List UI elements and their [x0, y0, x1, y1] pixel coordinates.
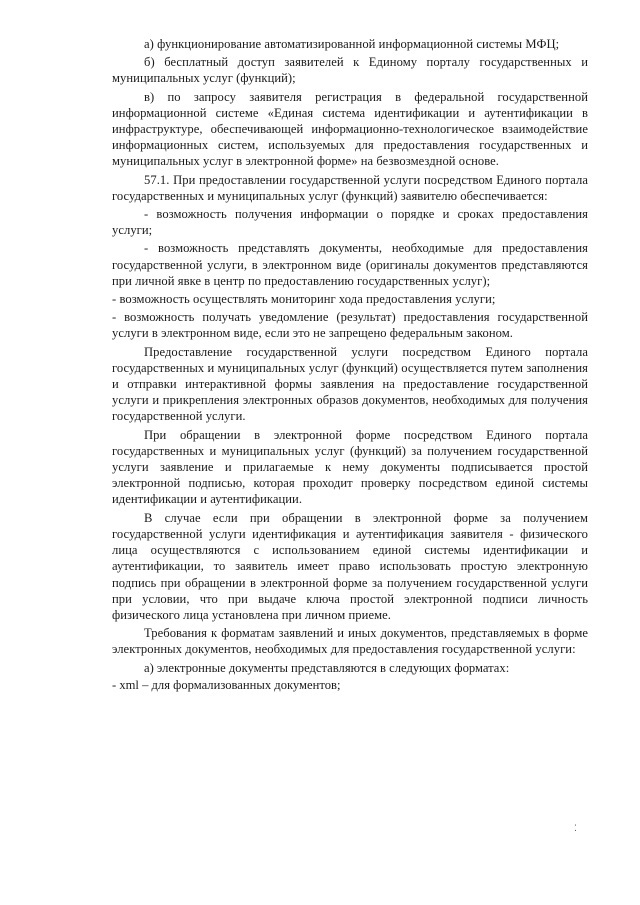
paragraph-requirements: Требования к форматам заявлений и иных документов, представляемых в форме электронных документов, необходимых для предоставления государственной услуги: — [112, 626, 588, 657]
paragraph-portal: Предоставление государственной услуги посредством Единого портала государственных и муниципальных услуг (функций) осуществляется путем заполнения и отправки интерактивной формы заявления на предоставление государственной услуги и прикрепления электронных образов документов, необходимых для получения государственной услуги. — [112, 344, 588, 424]
scan-speck: ⁚ — [574, 824, 577, 834]
paragraph-identification: В случае если при обращении в электронной форме за получением государственной услуги идентификация и аутентификация заявителя - физического лица осуществляются с использованием единой системы идентификации и аутентификации, то заявитель имеет право использовать простую электронную подпись при обращении в электронной форме за получением государственной услуги при условии, что при выдаче ключа простой электронной подписи личность физического лица установлена при личном приеме. — [112, 510, 588, 622]
list-item-info: - возможность получения информации о порядке и сроках предоставления услуги; — [112, 207, 588, 238]
list-item-xml: - xml – для формализованных документов; — [112, 677, 341, 692]
paragraph-a: а) функционирование автоматизированной информационной системы МФЦ; — [144, 37, 560, 51]
list-item-documents: - возможность представлять документы, необходимые для предоставления государственной услуги, в электронном виде (оригиналы документов представляются при личной явке в центр по предоставлению государственных услуг); — [112, 241, 588, 288]
paragraph-electronic-form: При обращении в электронной форме посредством Единого портала государственных и муниципальных услуг (функций) за получением государственной услуги заявление и прилагаемые к нему документы подписывается простой электронной подписью, которая проходит проверку посредством единой системы идентификации и аутентификации. — [112, 427, 588, 507]
list-item-monitoring: - возможность осуществлять мониторинг хода предоставления услуги; — [112, 292, 496, 307]
paragraph-b: б) бесплатный доступ заявителей к Единому порталу государственных и муниципальных услуг (функций); — [112, 55, 588, 86]
paragraph-formats: а) электронные документы представляются в следующих форматах: — [144, 660, 510, 675]
paragraph-v: в) по запросу заявителя регистрация в федеральной государственной информационной системе «Единая система идентификации и аутентификации в инфраструктуре, обеспечивающей информационно-технологическое взаимодействие информационных систем, используемых для предоставления государственных и муниципальных услуг в электронной форме» на безвозмездной основе. — [112, 89, 588, 169]
paragraph-57-1: 57.1. При предоставлении государственной услуги посредством Единого портала государственных и муниципальных услуг (функций) заявителю обеспечивается: — [112, 172, 588, 203]
list-item-notification: - возможность получать уведомление (результат) предоставления государственной услуги в электронном виде, если это не запрещено федеральным законом. — [112, 310, 588, 341]
